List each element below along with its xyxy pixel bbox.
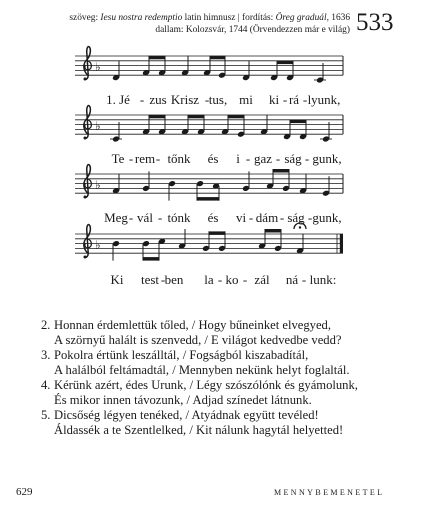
lyric-syllable: és bbox=[207, 151, 219, 166]
eighth-note-beam bbox=[209, 231, 226, 235]
verse-line: És mikor innen távozunk, / Adjad színedet látnunk. bbox=[54, 393, 312, 407]
lyric-syllable: - bbox=[242, 272, 248, 287]
lyric-syllable: ben bbox=[164, 272, 184, 287]
verse-line: 5. Dicsőség légyen tenéked, / Atyádnak együtt tevéled! bbox=[41, 408, 319, 422]
lyric-syllable: ki bbox=[268, 92, 280, 107]
lyric-syllable: zus bbox=[149, 92, 167, 107]
lyric-syllable: Te bbox=[111, 151, 125, 166]
lyric-syllable: ná bbox=[285, 272, 299, 287]
key-signature-flat: ♭ bbox=[95, 178, 101, 193]
lyric-syllable: - bbox=[304, 151, 310, 166]
lyric-syllable: tus, bbox=[208, 92, 228, 107]
lyric-syllable: - bbox=[307, 210, 313, 225]
lyric-syllable: i bbox=[236, 151, 240, 166]
lyric-syllable: tőnk bbox=[167, 151, 191, 166]
music-staff-system bbox=[75, 47, 343, 107]
eighth-note-beam bbox=[210, 56, 226, 60]
running-head: MENNYBEMENETEL bbox=[274, 488, 385, 497]
lyric-syllable: - bbox=[302, 92, 308, 107]
hymn-number: 533 bbox=[356, 9, 394, 36]
lyric-syllable: gunk, bbox=[312, 151, 342, 166]
lyric-syllable: lyunk, bbox=[307, 92, 341, 107]
lyric-syllable: 1. Jé bbox=[106, 92, 130, 107]
lyric-syllable: - bbox=[245, 151, 251, 166]
eighth-note-beam bbox=[277, 61, 294, 65]
lyric-syllable: - bbox=[155, 151, 161, 166]
lyric-syllable: - bbox=[128, 151, 134, 166]
fermata-dot bbox=[299, 226, 301, 228]
lyric-syllable: - bbox=[301, 272, 307, 287]
key-signature-flat: ♭ bbox=[95, 238, 101, 253]
lyric-syllable: lunk: bbox=[309, 272, 337, 287]
eighth-note-beam bbox=[149, 115, 166, 119]
eighth-note-beam bbox=[290, 120, 307, 124]
melody-source-line: dallam: Kolozsvár, 1744 (Örvendezzen már e világ) bbox=[155, 25, 350, 35]
lyric-syllable: rá bbox=[288, 92, 300, 107]
lyric-syllable: - bbox=[217, 272, 223, 287]
verse-line: 4. Kérünk azért, édes Urunk, / Légy szószólónk és gyámolunk, bbox=[41, 378, 358, 392]
lyric-syllable: - bbox=[157, 210, 163, 225]
lyric-syllable: - bbox=[248, 210, 254, 225]
lyric-syllable: vál bbox=[137, 210, 153, 225]
lyric-syllable: rem bbox=[134, 151, 156, 166]
eighth-note-beam bbox=[143, 257, 160, 261]
lyric-syllable: - bbox=[279, 210, 285, 225]
lyric-syllable: ko bbox=[225, 272, 239, 287]
verse-line: Áldassék a te Szentlelked, / Kit nálunk hagytál helyetted! bbox=[54, 423, 344, 437]
lyric-syllable: - bbox=[282, 92, 288, 107]
lyric-syllable: gaz bbox=[253, 151, 273, 166]
lyric-syllable: test bbox=[140, 272, 160, 287]
lyric-syllable: mi bbox=[239, 92, 253, 107]
lyric-syllable: Meg bbox=[104, 210, 128, 225]
lyric-syllable: - bbox=[275, 151, 281, 166]
lyric-syllable: tónk bbox=[167, 210, 191, 225]
lyric-syllable: ság bbox=[287, 210, 305, 225]
text-source-line: szöveg: Iesu nostra redemptio latin himnusz | fordítás: Öreg graduál, 1636 bbox=[69, 13, 350, 23]
additional-verses bbox=[41, 318, 358, 438]
eighth-note-beam bbox=[149, 56, 166, 60]
lyric-syllable: - bbox=[204, 92, 210, 107]
lyric-syllable: la bbox=[204, 272, 214, 287]
eighth-note-beam bbox=[265, 229, 282, 233]
page-number: 629 bbox=[16, 486, 33, 498]
lyric-syllable: zál bbox=[254, 272, 270, 287]
lyric-syllable: - bbox=[160, 272, 166, 287]
lyric-syllable: ság bbox=[284, 151, 302, 166]
eighth-note-beam bbox=[197, 197, 220, 201]
final-barline-thick bbox=[340, 234, 343, 253]
eighth-note-beam bbox=[228, 115, 245, 119]
lyric-syllable: - bbox=[128, 210, 134, 225]
verse-line: A halálból feltámadtál, / Mennyben nekünk helyt foglaltál. bbox=[54, 363, 350, 377]
lyric-syllable: gunk, bbox=[312, 210, 342, 225]
lyric-syllable: - bbox=[139, 92, 145, 107]
eighth-note-beam bbox=[188, 115, 205, 119]
lyric-syllable: Ki bbox=[110, 272, 124, 287]
key-signature-flat: ♭ bbox=[95, 60, 101, 75]
verse-line: 3. Pokolra értünk leszálltál, / Fogságból kiszabadítál, bbox=[41, 348, 309, 362]
music-staff-system bbox=[75, 106, 343, 166]
key-signature-flat: ♭ bbox=[95, 119, 101, 134]
verse-line: A szörnyű halált is szenvedd, / E világot kedvedbe vedd? bbox=[54, 333, 342, 347]
eighth-note-beam bbox=[273, 169, 290, 173]
lyric-syllable: Krisz bbox=[170, 92, 200, 107]
music-staff-system bbox=[75, 165, 343, 225]
lyric-syllable: és bbox=[207, 210, 219, 225]
lyric-syllable: dám bbox=[255, 210, 279, 225]
verse-line: 2. Honnan érdemlettük tőled, / Hogy bűneinket elvegyed, bbox=[41, 318, 331, 332]
lyric-syllable: vi bbox=[235, 210, 247, 225]
music-staff-system bbox=[75, 223, 343, 287]
